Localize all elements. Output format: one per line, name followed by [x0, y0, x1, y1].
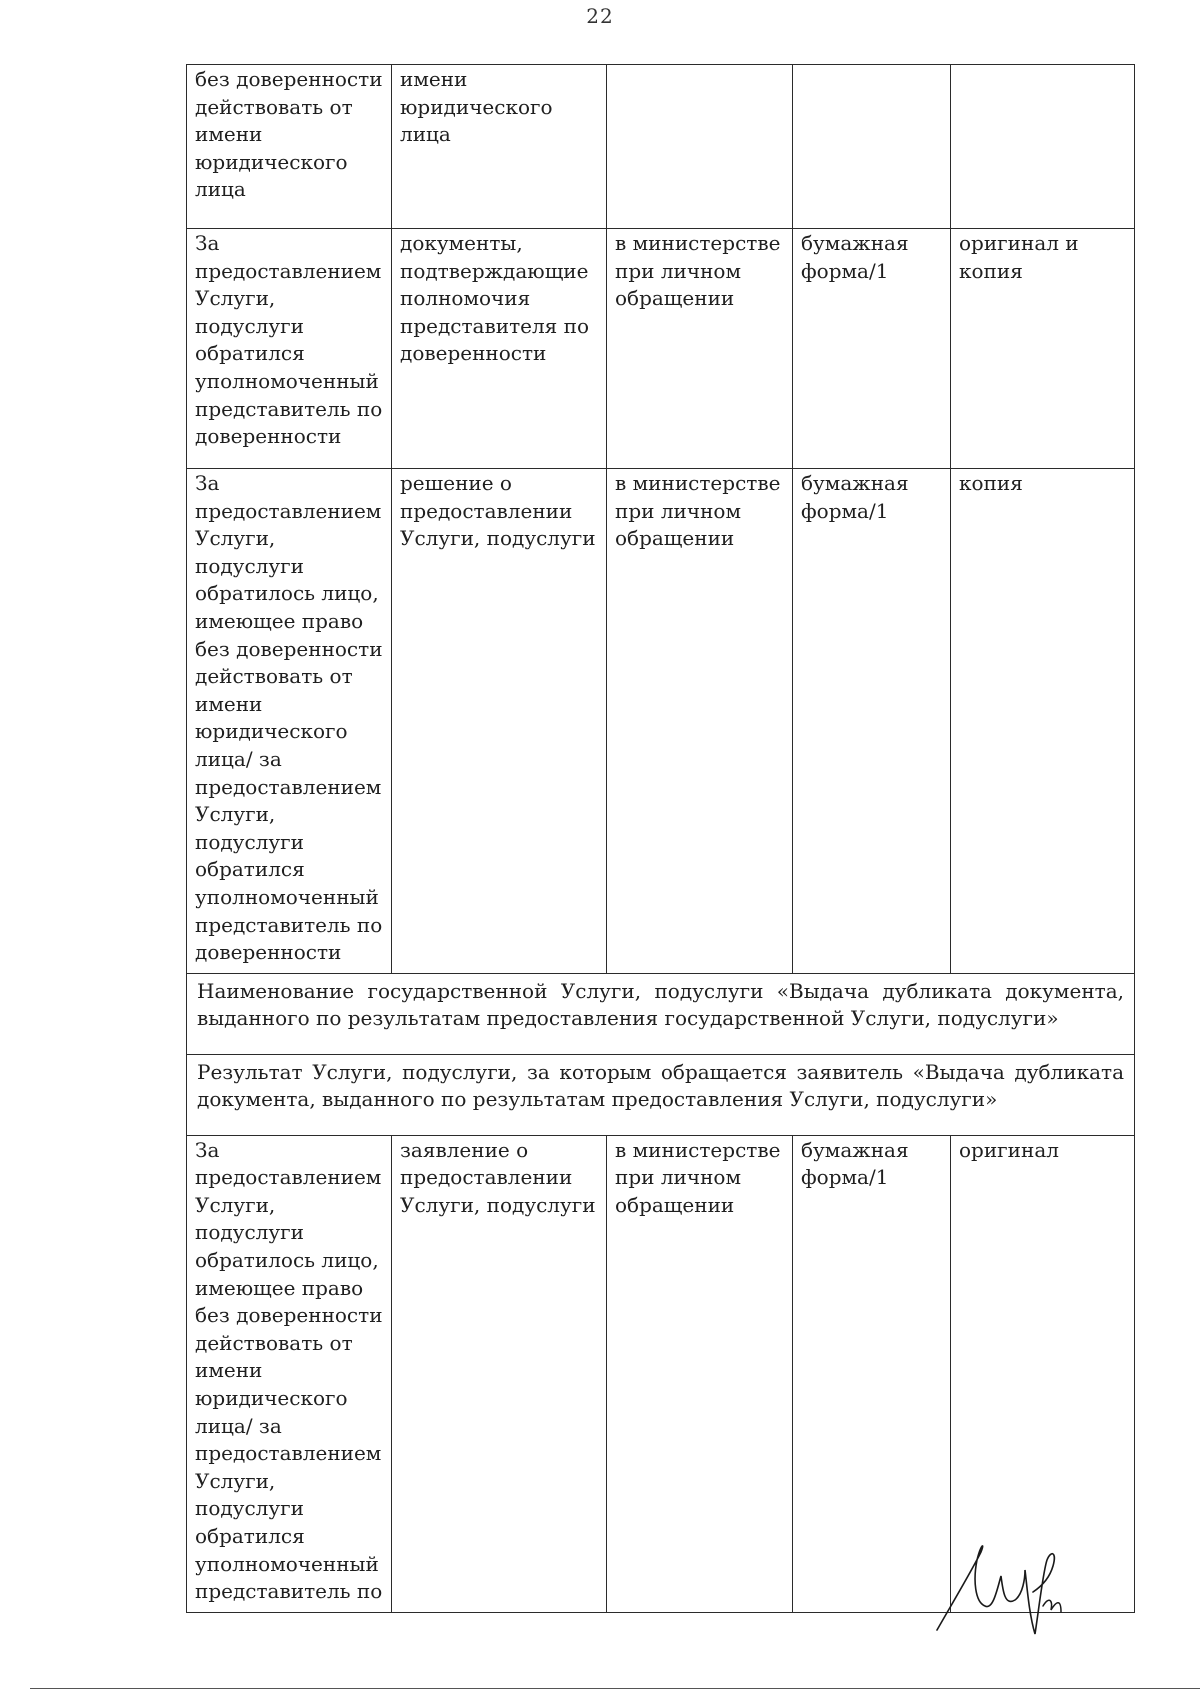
place-cell: в министерстве при личном обращении	[607, 469, 793, 974]
place-cell	[607, 65, 793, 229]
applicant-cell: За предоставлением Услуги, подуслуги обратилось лицо, имеющее право без доверенности действовать от имени юридического лица/ за предоставлением Услуги, подуслуги обратился уполномоченный представитель по доверенности	[187, 469, 392, 974]
table-row	[187, 65, 1135, 229]
form-cell: бумажная форма/1	[793, 229, 951, 469]
service-name-row	[187, 973, 1135, 1054]
table-row	[187, 469, 1135, 974]
form-cell: бумажная форма/1	[793, 469, 951, 974]
place-cell: в министерстве при личном обращении	[607, 1135, 793, 1612]
service-name: Наименование государственной Услуги, подуслуги «Выдача дубликата документа, выданного по результатам предоставления государственной Услуги, подуслуги»	[187, 973, 1135, 1054]
signature-icon	[935, 1530, 1075, 1640]
page-bottom-rule	[30, 1688, 1200, 1689]
table-row	[187, 229, 1135, 469]
type-cell: оригинал	[951, 1135, 1135, 1612]
document-cell: имени юридического лица	[392, 65, 607, 229]
document-cell: документы, подтверждающие полномочия представителя по доверенности	[392, 229, 607, 469]
applicant-cell: За предоставлением Услуги, подуслуги обратилось лицо, имеющее право без доверенности действовать от имени юридического лица/ за предоставлением Услуги, подуслуги обратился уполномоченный представитель по	[187, 1135, 392, 1612]
service-result-row	[187, 1054, 1135, 1135]
type-cell: копия	[951, 469, 1135, 974]
type-cell: оригинал и копия	[951, 229, 1135, 469]
document-cell: решение о предоставлении Услуги, подуслуги	[392, 469, 607, 974]
documents-table	[186, 64, 1135, 1613]
applicant-cell: без доверенности действовать от имени юридического лица	[187, 65, 392, 229]
type-cell	[951, 65, 1135, 229]
applicant-cell: За предоставлением Услуги, подуслуги обратился уполномоченный представитель по доверенности	[187, 229, 392, 469]
place-cell: в министерстве при личном обращении	[607, 229, 793, 469]
page-number: 22	[586, 4, 614, 28]
form-cell	[793, 65, 951, 229]
service-result: Результат Услуги, подуслуги, за которым обращается заявитель «Выдача дубликата документа, выданного по результатам предоставления Услуги, подуслуги»	[187, 1054, 1135, 1135]
document-cell: заявление о предоставлении Услуги, подуслуги	[392, 1135, 607, 1612]
form-cell: бумажная форма/1	[793, 1135, 951, 1612]
